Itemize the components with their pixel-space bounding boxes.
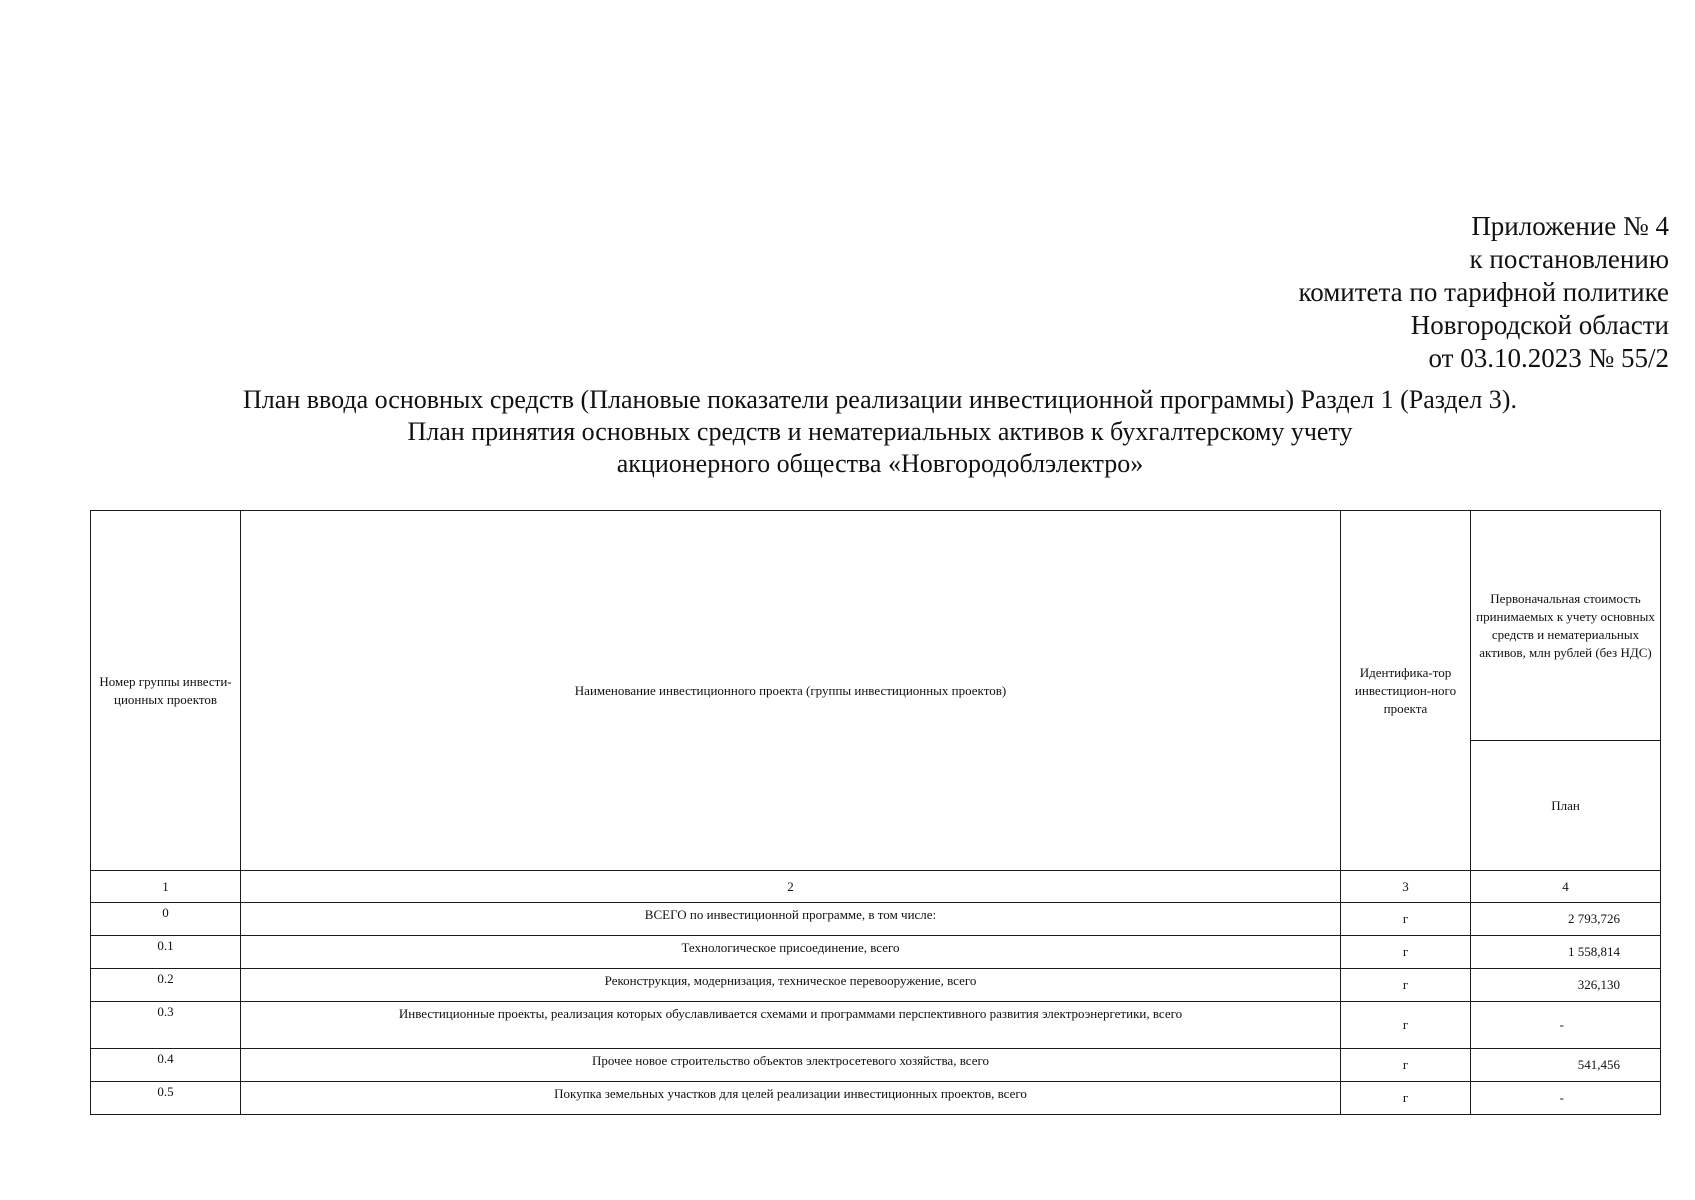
row-cost: -: [1471, 1002, 1661, 1049]
header-plan: План: [1471, 741, 1661, 871]
table-row: [91, 1002, 1661, 1049]
header-identifier: Идентифика-тор инвестицион-ного проекта: [1341, 511, 1471, 871]
row-number: 0.2: [91, 969, 241, 1002]
column-index-cell: 3: [1341, 871, 1471, 903]
row-cost: 326,130: [1471, 969, 1661, 1002]
title-line-3: акционерного общества «Новгородоблэлектро»: [616, 449, 1144, 478]
column-index-cell: 1: [91, 871, 241, 903]
header-initial-cost: Первоначальная стоимость принимаемых к учету основных средств и нематериальных активов, млн рублей (без НДС): [1471, 511, 1661, 741]
document-title: [110, 384, 1650, 480]
column-index-row: [91, 871, 1661, 903]
column-index-cell: 4: [1471, 871, 1661, 903]
table-row: [91, 903, 1661, 936]
appendix-committee: комитета по тарифной политике: [1298, 277, 1669, 307]
appendix-date-number: от 03.10.2023 № 55/2: [1428, 343, 1669, 373]
table-row: [91, 936, 1661, 969]
table-row: [91, 969, 1661, 1002]
row-name: ВСЕГО по инвестиционной программе, в том числе:: [241, 903, 1341, 936]
row-number: 0: [91, 903, 241, 936]
row-name: Инвестиционные проекты, реализация которых обуславливается схемами и программами перспективного развития электроэнергетики, всего: [241, 1002, 1341, 1049]
row-identifier: г: [1341, 1049, 1471, 1082]
appendix-resolution: к постановлению: [1469, 244, 1669, 274]
row-identifier: г: [1341, 903, 1471, 936]
row-cost: 541,456: [1471, 1049, 1661, 1082]
column-index-cell: 2: [241, 871, 1341, 903]
row-cost: -: [1471, 1082, 1661, 1115]
row-identifier: г: [1341, 1002, 1471, 1049]
appendix-number: Приложение № 4: [1471, 211, 1669, 241]
title-line-2: План принятия основных средств и нематериальных активов к бухгалтерскому учету: [407, 417, 1353, 446]
appendix-region: Новгородской области: [1410, 310, 1669, 340]
row-identifier: г: [1341, 1082, 1471, 1115]
row-number: 0.1: [91, 936, 241, 969]
row-number: 0.4: [91, 1049, 241, 1082]
row-identifier: г: [1341, 969, 1471, 1002]
investment-plan-table: [90, 510, 1661, 1115]
table-row: [91, 1082, 1661, 1115]
row-name: Технологическое присоединение, всего: [241, 936, 1341, 969]
row-identifier: г: [1341, 936, 1471, 969]
row-name: Прочее новое строительство объектов электросетевого хозяйства, всего: [241, 1049, 1341, 1082]
table-row: [91, 1049, 1661, 1082]
row-name: Покупка земельных участков для целей реализации инвестиционных проектов, всего: [241, 1082, 1341, 1115]
header-project-name: Наименование инвестиционного проекта (группы инвестиционных проектов): [241, 511, 1341, 871]
appendix-header: [1298, 210, 1669, 375]
title-line-1: План ввода основных средств (Плановые показатели реализации инвестиционной программы) Раздел 1 (Раздел 3).: [243, 385, 1517, 414]
header-group-number: Номер группы инвести-ционных проектов: [91, 511, 241, 871]
row-number: 0.3: [91, 1002, 241, 1049]
row-cost: 1 558,814: [1471, 936, 1661, 969]
row-name: Реконструкция, модернизация, техническое перевооружение, всего: [241, 969, 1341, 1002]
row-cost: 2 793,726: [1471, 903, 1661, 936]
row-number: 0.5: [91, 1082, 241, 1115]
